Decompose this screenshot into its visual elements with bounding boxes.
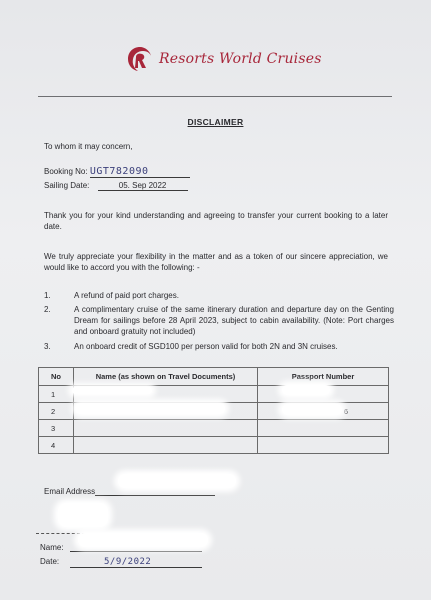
redaction: [72, 387, 152, 394]
sailing-label: Sailing Date:: [44, 181, 90, 190]
header-rule: [38, 96, 392, 97]
paragraph-appreciation: We truly appreciate your flexibility in the matter and as a token of our sincere appreciation, we would like to accord you with the following: -: [44, 252, 388, 272]
redaction: [118, 474, 236, 488]
name-label: Name:: [40, 543, 64, 552]
table-row: 4: [39, 437, 389, 454]
document-title: DISCLAIMER: [187, 117, 244, 127]
date-value: 5/9/2022: [104, 557, 152, 567]
sailing-row: [44, 181, 188, 191]
brand-logo: [124, 42, 324, 76]
header-no: No: [39, 368, 74, 386]
header-name: Name (as shown on Travel Documents): [74, 368, 258, 386]
email-label: Email Address: [44, 487, 96, 496]
redaction: [58, 503, 108, 527]
header-passport: Passport Number: [258, 368, 389, 386]
booking-row: [44, 166, 190, 178]
paragraph-thanks: Thank you for your kind understanding and agreeing to transfer your current booking to a later date.: [44, 211, 388, 231]
redaction: [282, 385, 330, 395]
salutation: To whom it may concern,: [44, 142, 133, 151]
document-page: Resorts World Cruises DISCLAIMER To whom it may concern, Booking No: UGT782090 Sailing Date: 05. Sep 2022 Thank you for your kind understanding and agreeing to transfer your current booking to a later date. We truly appreciate your flexibility in the matter and as a token of our sincere appreciation, we would like to accord you with the following: - 1. A refund of paid port charges. 2. A complimentary cruise of the same itinerary duration and departure day on the Genting Dream for sailings before 28 April 2023, subject to cabin availability. (Note: Port charges and onboard gratuity not included) 3. An onboard credit of SGD100 per person valid for both 2N and 3N cruises. No Name (as shown on Travel Documents) Passport Number 1 2 6 3 4 Email Address Name: Date: 5/9/2022: [0, 0, 431, 600]
email-line: [95, 495, 215, 496]
table-header-row: [39, 368, 389, 386]
booking-label: Booking No:: [44, 167, 88, 176]
redaction: [78, 533, 208, 547]
redaction: [282, 404, 342, 415]
booking-number: UGT782090: [90, 166, 190, 178]
table-row: 1: [39, 386, 389, 403]
resorts-world-logo-icon: [124, 43, 156, 75]
redaction: [75, 403, 225, 414]
table-row: 2 6: [39, 403, 389, 420]
date-line: [70, 567, 202, 568]
brand-name: Resorts World Cruises: [159, 51, 322, 67]
sailing-date: 05. Sep 2022: [98, 181, 188, 191]
table-row: 3: [39, 420, 389, 437]
name-line: [70, 551, 202, 552]
date-label: Date:: [40, 557, 60, 566]
